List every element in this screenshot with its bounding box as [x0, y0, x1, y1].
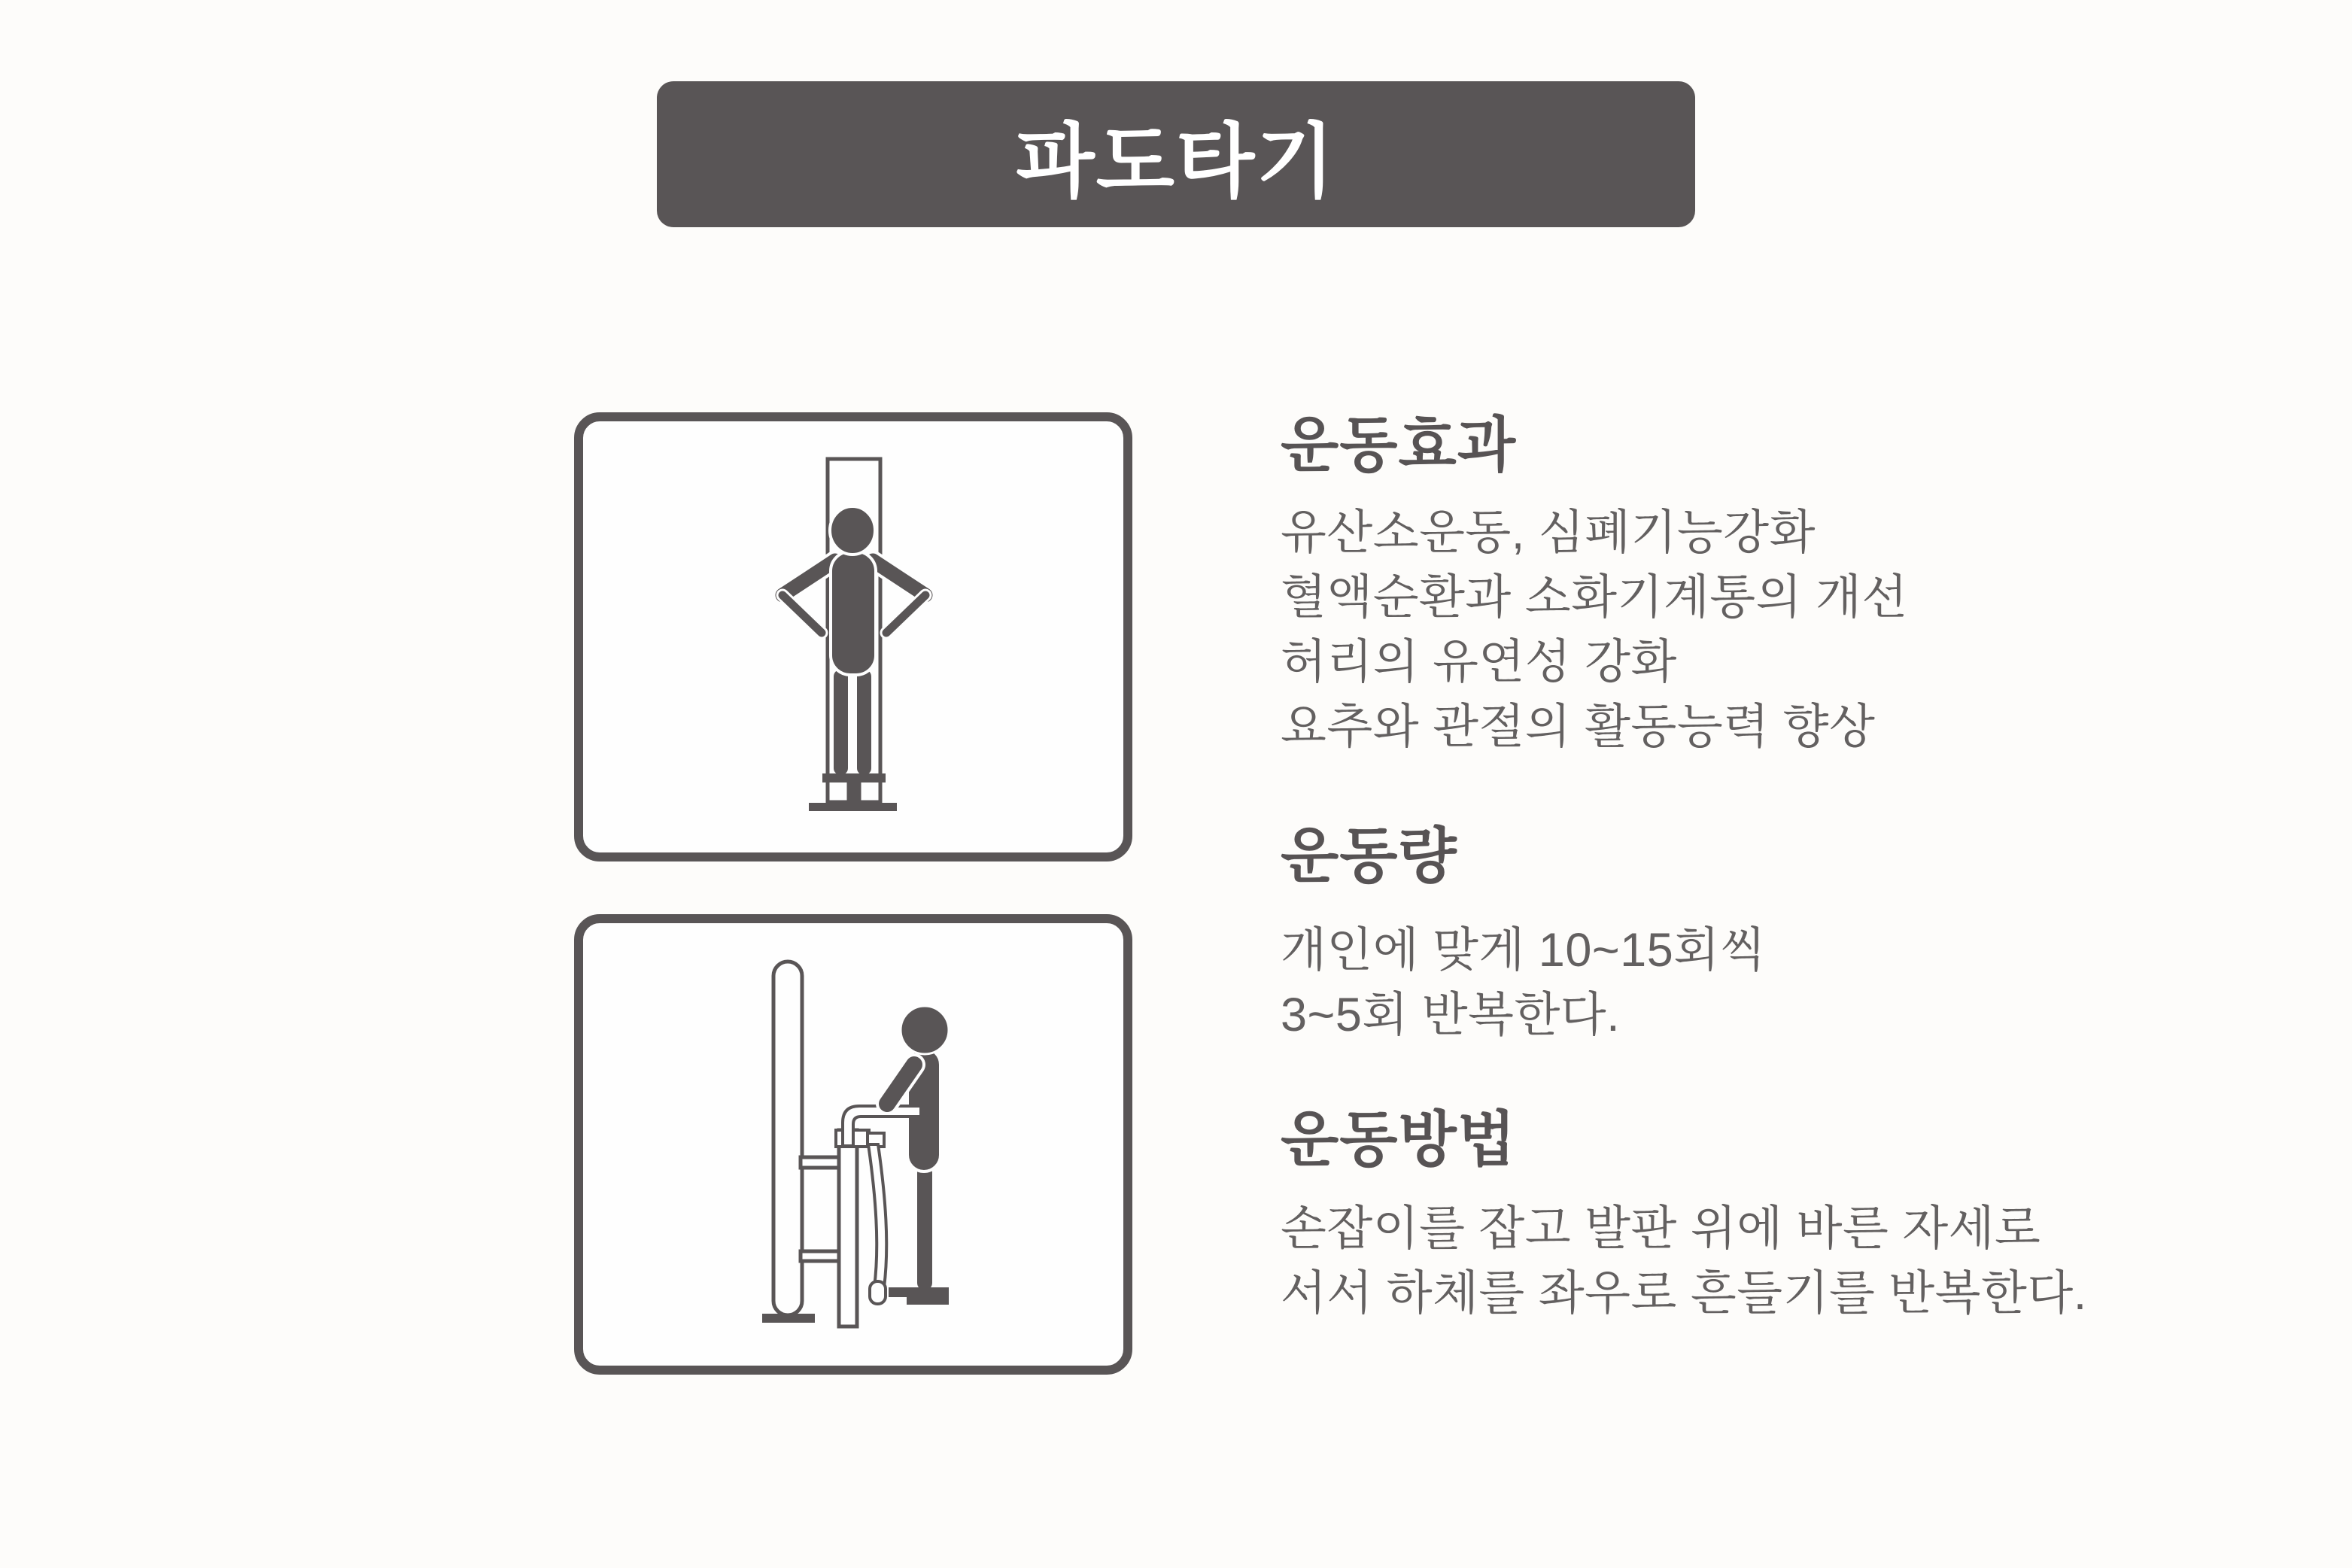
figure-head — [830, 506, 875, 555]
section-body-amount — [1281, 918, 1766, 1047]
body-line: 3~5회 반복한다. — [1281, 989, 1621, 1041]
machine-footplate — [889, 1287, 949, 1305]
title-banner — [657, 81, 1695, 227]
machine-post — [773, 962, 802, 1315]
figure-side-view — [901, 1006, 949, 1292]
section-heading-effects: 운동효과 — [1281, 412, 1517, 479]
section-heading-method: 운동방법 — [1281, 1106, 1517, 1173]
section-body-effects — [1281, 500, 1908, 759]
section-heading-amount: 운동량 — [1281, 822, 1457, 889]
machine-frame — [762, 962, 886, 1326]
side-view-figure-icon — [574, 914, 1132, 1375]
body-line: 개인에 맞게 10~15회씩 — [1281, 924, 1766, 977]
poster-title: 파도타기 — [1016, 115, 1336, 207]
machine-swing-column — [868, 1144, 886, 1287]
body-line: 허리의 유연성 강화 — [1281, 636, 1677, 688]
section-body-method — [1281, 1196, 2087, 1326]
figure-rear-view — [782, 506, 925, 776]
body-line: 손잡이를 잡고 발판 위에 바른 자세로 — [1281, 1202, 2041, 1255]
illustration-box-front — [574, 412, 1132, 861]
machine-footplate — [822, 773, 886, 782]
body-line: 유산소운동, 심폐기능강화 — [1281, 506, 1816, 559]
figure-legs — [832, 668, 849, 776]
body-line: 혈액순환과 소화기계통의 개선 — [1281, 571, 1908, 624]
illustration-box-side — [574, 914, 1132, 1375]
figure-legs — [916, 1162, 934, 1292]
figure-head — [901, 1006, 949, 1054]
machine-post-base — [762, 1314, 815, 1323]
front-view-figure-icon — [574, 412, 1132, 861]
body-line: 요추와 관절의 활동능력 향상 — [1281, 700, 1876, 753]
machine-rail — [839, 1130, 857, 1326]
body-line: 서서 하체를 좌우로 흔들기를 반복한다. — [1281, 1267, 2087, 1320]
figure-torso — [831, 552, 876, 675]
